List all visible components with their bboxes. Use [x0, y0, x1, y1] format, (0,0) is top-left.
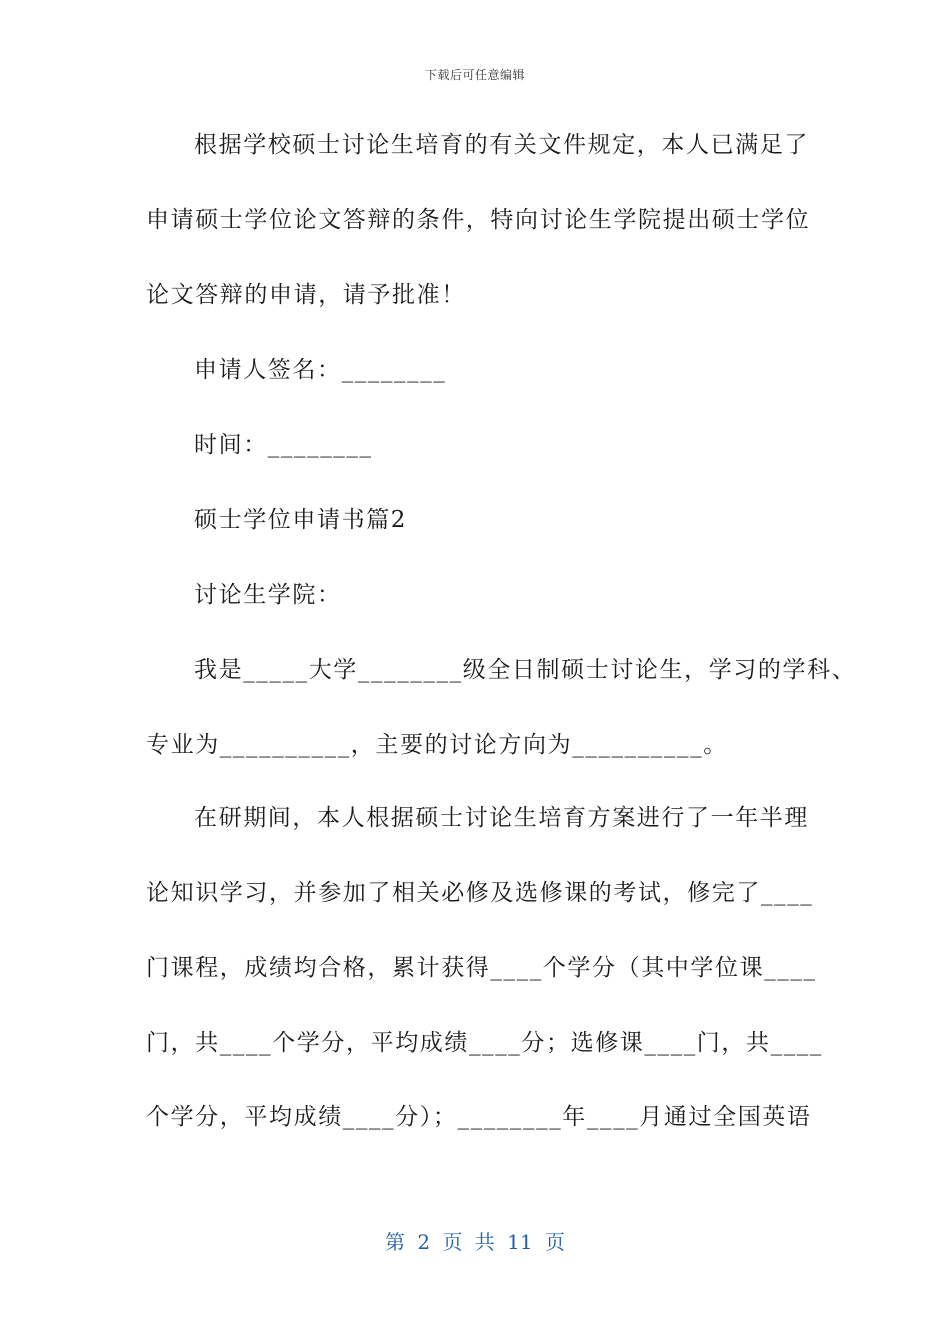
paragraph-line: 在研期间，本人根据硕士讨论生培育方案进行了一年半理	[194, 805, 809, 831]
paragraph-line: 申请硕士学位论文答辩的条件，特向讨论生学院提出硕士学位	[146, 207, 811, 233]
paragraph-line: 专业为__________，主要的讨论方向为__________。	[146, 732, 728, 758]
paragraph-line: 门，共____个学分，平均成绩____分；选修课____门，共____	[146, 1030, 823, 1056]
signature-line: 申请人签名：________	[194, 357, 447, 383]
paragraph-line: 论知识学习，并参加了相关必修及选修课的考试，修完了____	[146, 880, 814, 906]
paragraph-line: 根据学校硕士讨论生培育的有关文件规定，本人已满足了	[194, 132, 809, 158]
page-number: 第 2 页 共 11 页	[385, 1230, 565, 1254]
salutation: 讨论生学院：	[194, 582, 342, 608]
page-header: 下载后可任意编辑	[424, 68, 525, 82]
section-title: 硕士学位申请书篇2	[194, 507, 408, 533]
paragraph-line: 个学分，平均成绩____分）；________年____月通过全国英语	[146, 1104, 812, 1130]
paragraph-line: 我是_____大学________级全日制硕士讨论生，学习的学科、	[194, 657, 857, 683]
paragraph-line: 门课程，成绩均合格，累计获得____个学分（其中学位课____	[146, 955, 817, 981]
paragraph-line: 论文答辩的申请，请予批准！	[146, 282, 466, 308]
date-line: 时间：________	[194, 432, 373, 458]
